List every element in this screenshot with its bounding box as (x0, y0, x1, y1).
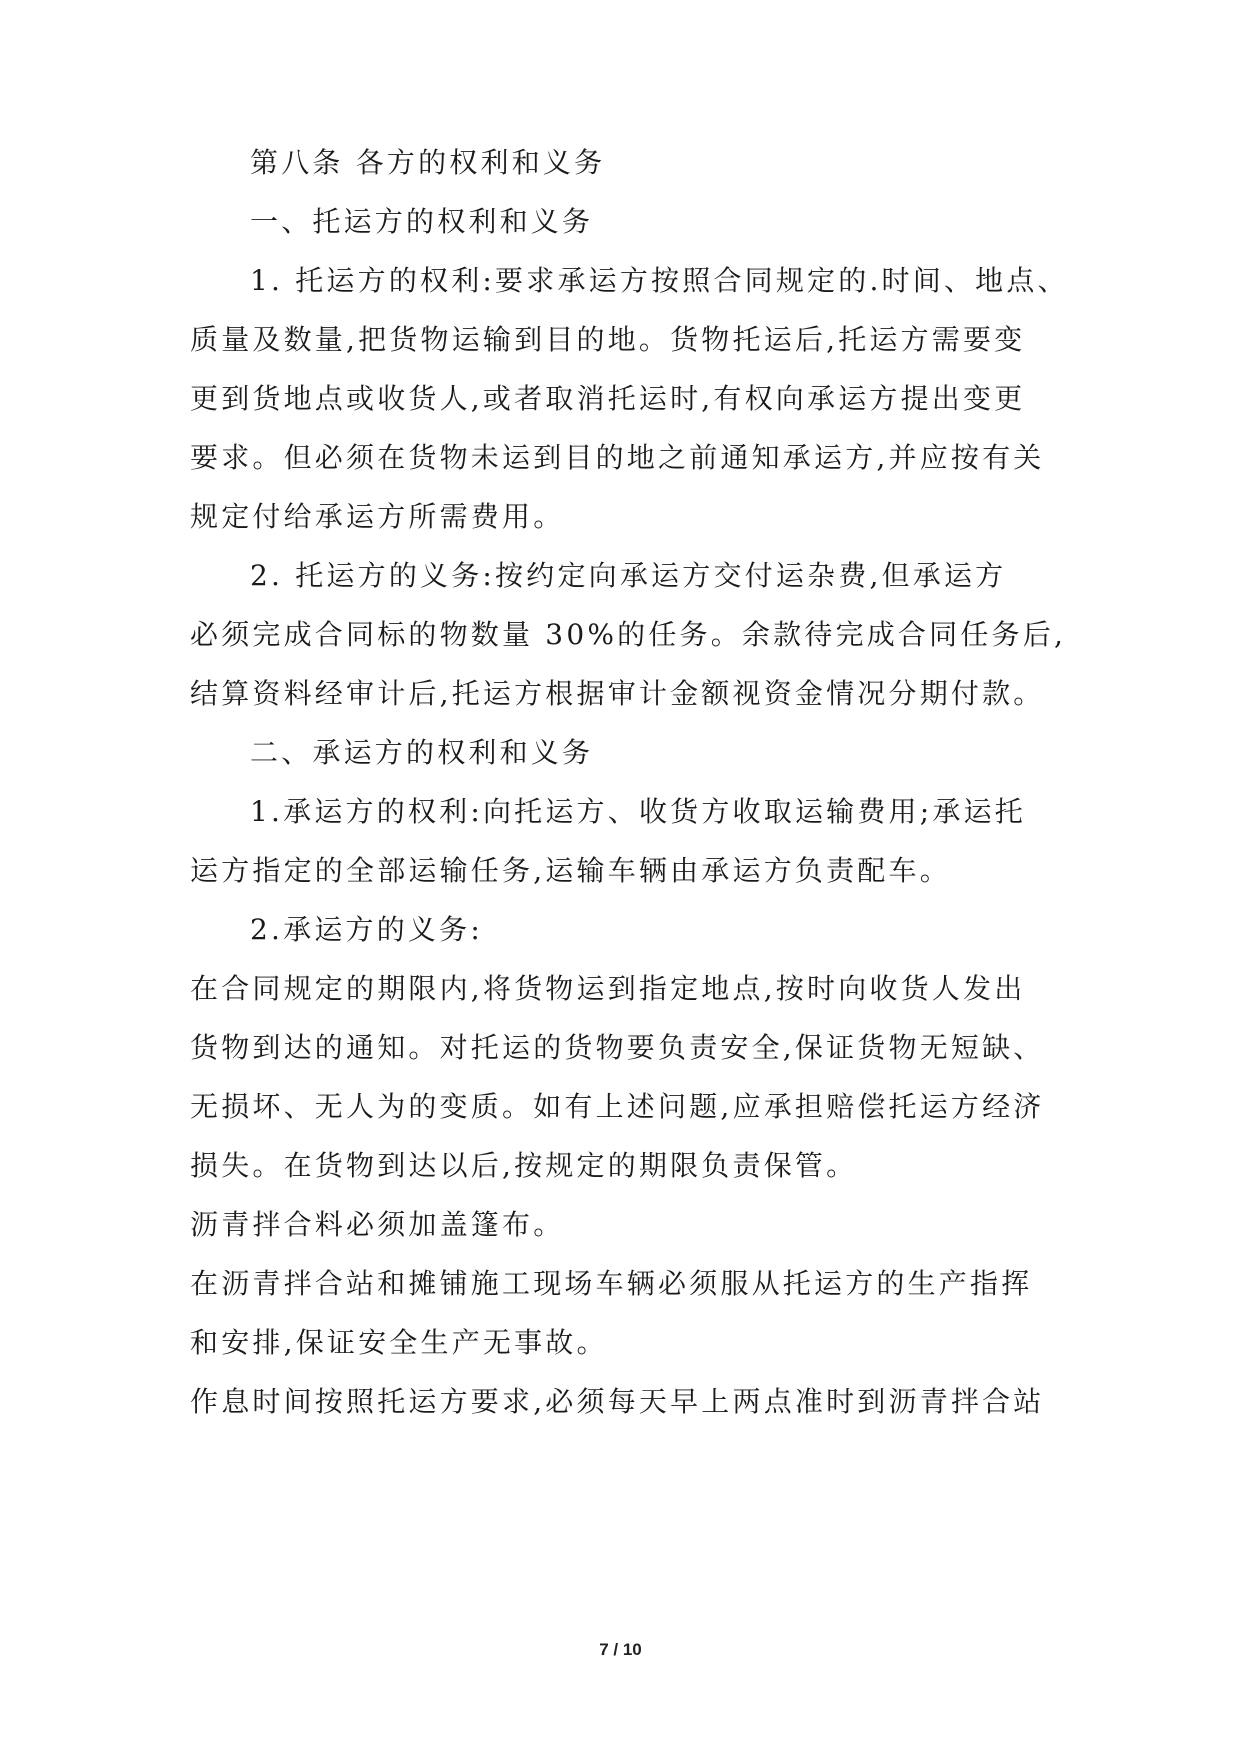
paragraph-line: 结算资料经审计后,托运方根据审计金额视资金情况分期付款。 (190, 677, 1045, 710)
paragraph-line: 要求。但必须在货物未运到目的地之前通知承运方,并应按有关 (190, 441, 1045, 474)
paragraph-line: 在沥青拌合站和摊铺施工现场车辆必须服从托运方的生产指挥 (190, 1267, 1033, 1300)
section-heading-shipper: 一、托运方的权利和义务 (250, 205, 594, 238)
paragraph-line: 沥青拌合料必须加盖篷布。 (190, 1208, 565, 1241)
paragraph-line: 质量及数量,把货物运输到目的地。货物托运后,托运方需要变 (190, 323, 1026, 356)
paragraph-line: 必须完成合同标的物数量 30%的任务。余款待完成合同任务后, (190, 618, 1067, 651)
paragraph-line: 无损坏、无人为的变质。如有上述问题,应承担赔偿托运方经济 (190, 1090, 1045, 1123)
paragraph-line: 1.承运方的权利:向托运方、收货方收取运输费用;承运托 (250, 795, 1026, 828)
page-number: 7 / 10 (599, 1640, 642, 1659)
paragraph-line: 更到货地点或收货人,或者取消托运时,有权向承运方提出变更 (190, 382, 1026, 415)
article-title: 第八条 各方的权利和义务 (250, 146, 606, 179)
paragraph-line: 规定付给承运方所需费用。 (190, 500, 565, 533)
carrier-obligations-heading: 2.承运方的义务: (250, 913, 483, 946)
paragraph-line: 在合同规定的期限内,将货物运到指定地点,按时向收货人发出 (190, 972, 1026, 1005)
paragraph-line: 运方指定的全部运输任务,运输车辆由承运方负责配车。 (190, 854, 951, 887)
paragraph-line: 作息时间按照托运方要求,必须每天早上两点准时到沥青拌合站 (190, 1385, 1045, 1418)
paragraph-line: 1. 托运方的权利:要求承运方按照合同规定的.时间、地点、 (250, 264, 1069, 297)
paragraph-line: 损失。在货物到达以后,按规定的期限负责保管。 (190, 1149, 858, 1182)
paragraph-line: 货物到达的通知。对托运的货物要负责安全,保证货物无短缺、 (190, 1031, 1045, 1064)
paragraph-line: 2. 托运方的义务:按约定向承运方交付运杂费,但承运方 (250, 559, 1007, 592)
paragraph-line: 和安排,保证安全生产无事故。 (190, 1326, 608, 1359)
section-heading-carrier: 二、承运方的权利和义务 (250, 736, 594, 769)
